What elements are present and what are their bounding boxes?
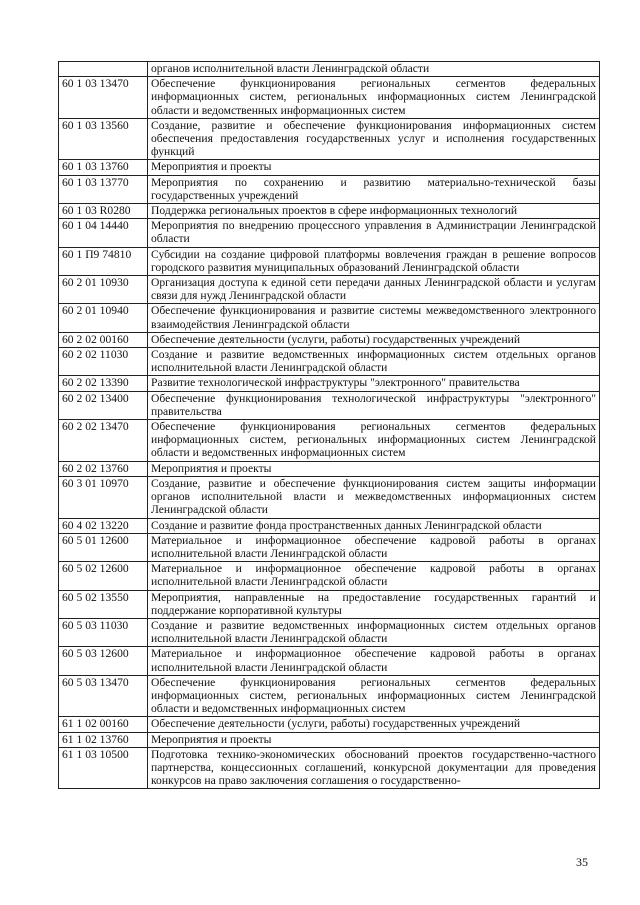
row-description-cell: Создание, развитие и обеспечение функционирования информационных систем обеспечения предоставления государственных услуг и исполнения государственных функций	[148, 118, 600, 160]
row-description-cell: Мероприятия, направленные на предоставление государственных гарантий и поддержание корпоративной культуры	[148, 590, 600, 618]
table-row	[59, 717, 600, 732]
row-description-cell: Материальное и информационное обеспечение кадровой работы в органах исполнительной власти Ленинградской области	[148, 533, 600, 561]
row-code-cell: 60 4 02 13220	[59, 518, 148, 533]
row-code-cell: 60 2 01 10940	[59, 304, 148, 332]
row-code-cell: 60 1 03 13770	[59, 175, 148, 203]
row-description-cell: Подготовка технико-экономических обоснований проектов государственно-частного партнерства, концессионных соглашений, конкурсной документации для проведения конкурсов на право заключения соглашения о государственно-	[148, 747, 600, 789]
table-row	[59, 420, 600, 462]
table-row	[59, 476, 600, 518]
row-description-cell: Субсидии на создание цифровой платформы вовлечения граждан в решение вопросов городского развития муниципальных образований Ленинградской области	[148, 247, 600, 275]
row-description-cell: Создание, развитие и обеспечение функционирования систем защиты информации органов исполнительной власти и межведомственных информационных систем Ленинградской области	[148, 476, 600, 518]
row-description-cell: органов исполнительной власти Ленинградской области	[148, 62, 600, 77]
row-description-cell: Обеспечение деятельности (услуги, работы) государственных учреждений	[148, 332, 600, 347]
row-code-cell: 60 5 03 13470	[59, 675, 148, 717]
row-code-cell: 60 2 02 11030	[59, 348, 148, 376]
table-row	[59, 562, 600, 590]
row-description-cell: Обеспечение функционирования и развитие системы межведомственного электронного взаимодействия Ленинградской области	[148, 304, 600, 332]
table-row	[59, 247, 600, 275]
row-description-cell: Организация доступа к единой сети передачи данных Ленинградской области и услугам связи для нужд Ленинградской области	[148, 276, 600, 304]
row-code-cell	[59, 62, 148, 77]
row-description-cell: Материальное и информационное обеспечение кадровой работы в органах исполнительной власти Ленинградской области	[148, 647, 600, 675]
row-description-cell: Мероприятия и проекты	[148, 461, 600, 476]
table-row	[59, 204, 600, 219]
table-row	[59, 518, 600, 533]
row-code-cell: 60 2 02 13390	[59, 376, 148, 391]
table-body	[59, 62, 600, 789]
table-row	[59, 376, 600, 391]
table-row	[59, 533, 600, 561]
row-description-cell: Материальное и информационное обеспечение кадровой работы в органах исполнительной власти Ленинградской области	[148, 562, 600, 590]
table-row	[59, 747, 600, 789]
row-code-cell: 60 1 04 14440	[59, 219, 148, 247]
row-code-cell: 61 1 02 13760	[59, 732, 148, 747]
table-row	[59, 219, 600, 247]
row-description-cell: Создание и развитие ведомственных информационных систем отдельных органов исполнительной власти Ленинградской области	[148, 348, 600, 376]
row-code-cell: 60 1 03 13760	[59, 160, 148, 175]
row-code-cell: 60 2 02 00160	[59, 332, 148, 347]
row-code-cell: 60 5 01 12600	[59, 533, 148, 561]
row-code-cell: 60 5 03 12600	[59, 647, 148, 675]
row-description-cell: Создание и развитие фонда пространственных данных Ленинградской области	[148, 518, 600, 533]
table-row	[59, 675, 600, 717]
table-row	[59, 304, 600, 332]
row-code-cell: 60 2 01 10930	[59, 276, 148, 304]
table-row	[59, 647, 600, 675]
table-row	[59, 118, 600, 160]
row-description-cell: Обеспечение функционирования региональных сегментов федеральных информационных систем, региональных информационных систем Ленинградской области и ведомственных информационных систем	[148, 77, 600, 119]
row-code-cell: 60 5 02 13550	[59, 590, 148, 618]
table-row	[59, 276, 600, 304]
budget-code-table	[58, 61, 600, 789]
table-row	[59, 175, 600, 203]
row-description-cell: Мероприятия и проекты	[148, 732, 600, 747]
page-number: 35	[576, 855, 588, 869]
row-code-cell: 60 1 03 13560	[59, 118, 148, 160]
row-description-cell: Обеспечение функционирования технологической инфраструктуры "электронного" правительства	[148, 391, 600, 419]
row-code-cell: 60 2 02 13470	[59, 420, 148, 462]
table-row	[59, 62, 600, 77]
row-code-cell: 60 1 03 R0280	[59, 204, 148, 219]
row-code-cell: 60 3 01 10970	[59, 476, 148, 518]
table-row	[59, 77, 600, 119]
table-row	[59, 332, 600, 347]
table-row	[59, 590, 600, 618]
row-description-cell: Мероприятия и проекты	[148, 160, 600, 175]
row-code-cell: 61 1 03 10500	[59, 747, 148, 789]
table-row	[59, 618, 600, 646]
row-code-cell: 61 1 02 00160	[59, 717, 148, 732]
row-code-cell: 60 1 03 13470	[59, 77, 148, 119]
row-code-cell: 60 1 П9 74810	[59, 247, 148, 275]
row-code-cell: 60 5 03 11030	[59, 618, 148, 646]
table-row	[59, 461, 600, 476]
row-description-cell: Мероприятия по сохранению и развитию материально-технической базы государственных учреждений	[148, 175, 600, 203]
table-row	[59, 160, 600, 175]
table-row	[59, 391, 600, 419]
row-description-cell: Создание и развитие ведомственных информационных систем отдельных органов исполнительной власти Ленинградской области	[148, 618, 600, 646]
row-code-cell: 60 2 02 13760	[59, 461, 148, 476]
row-description-cell: Обеспечение функционирования региональных сегментов федеральных информационных систем, региональных информационных систем Ленинградской области и ведомственных информационных систем	[148, 420, 600, 462]
row-description-cell: Обеспечение деятельности (услуги, работы) государственных учреждений	[148, 717, 600, 732]
row-description-cell: Развитие технологической инфраструктуры "электронного" правительства	[148, 376, 600, 391]
row-code-cell: 60 5 02 12600	[59, 562, 148, 590]
row-description-cell: Обеспечение функционирования региональных сегментов федеральных информационных систем, региональных информационных систем Ленинградской области и ведомственных информационных систем	[148, 675, 600, 717]
row-description-cell: Поддержка региональных проектов в сфере информационных технологий	[148, 204, 600, 219]
table-row	[59, 348, 600, 376]
row-description-cell: Мероприятия по внедрению процессного управления в Администрации Ленинградской области	[148, 219, 600, 247]
row-code-cell: 60 2 02 13400	[59, 391, 148, 419]
table-row	[59, 732, 600, 747]
